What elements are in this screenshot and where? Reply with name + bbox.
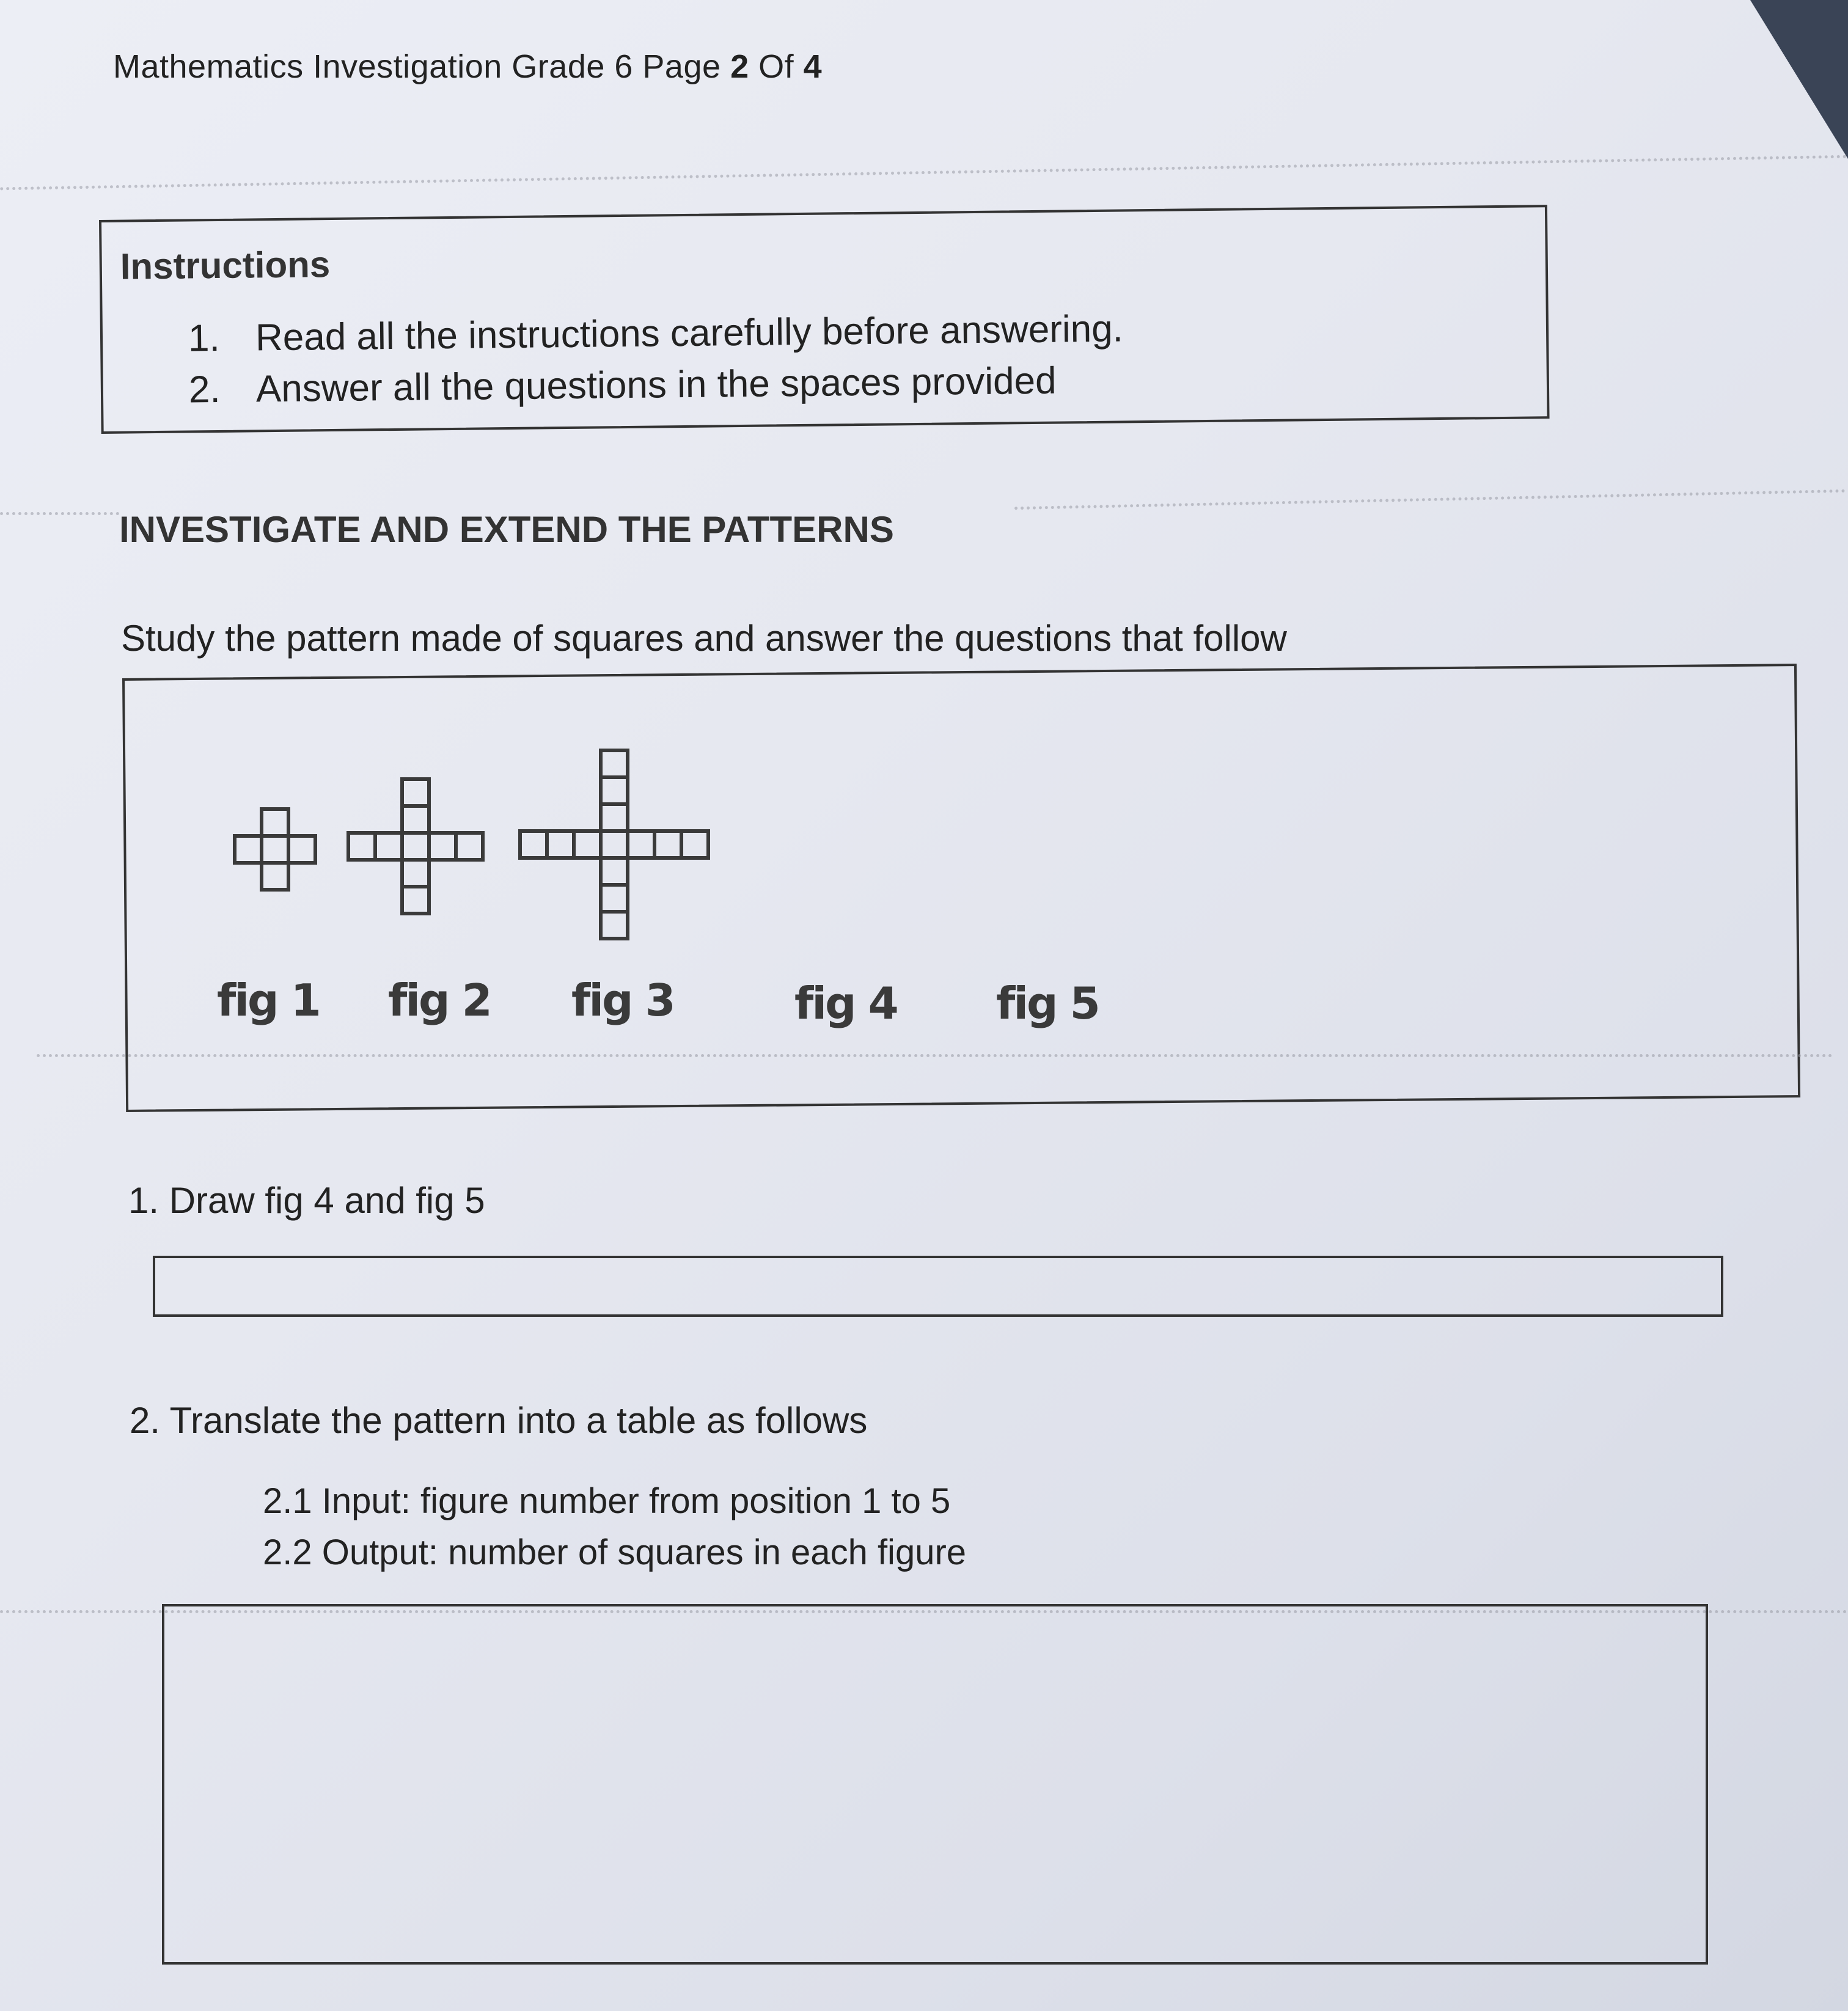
instruction-number: 1. xyxy=(188,317,221,360)
figure-crosses xyxy=(235,750,708,939)
instruction-text: Answer all the questions in the spaces provided xyxy=(255,359,1057,411)
pattern-square xyxy=(456,833,483,860)
pattern-square xyxy=(547,831,574,858)
pattern-square xyxy=(601,804,628,831)
header-title: Mathematics Investigation Grade 6 Page xyxy=(113,48,721,85)
study-prompt: Study the pattern made of squares and answer the questions that follow xyxy=(121,618,1287,659)
pattern-square xyxy=(681,831,708,858)
pattern-square xyxy=(601,885,628,912)
fig-label: fig 3 xyxy=(571,975,674,1026)
pattern-square xyxy=(402,860,429,887)
question-2: 2. Translate the pattern into a table as follows xyxy=(130,1400,868,1441)
fig-label: fig 4 xyxy=(794,978,897,1029)
pattern-square xyxy=(262,836,288,863)
pattern-square xyxy=(601,831,628,858)
pattern-square xyxy=(429,833,456,860)
pattern-square xyxy=(402,779,429,806)
fig-label: fig 2 xyxy=(388,975,491,1026)
pattern-square xyxy=(402,833,429,860)
figure-3-pattern xyxy=(520,750,708,939)
section-title: INVESTIGATE AND EXTEND THE PATTERNS xyxy=(119,509,894,550)
figure-1-pattern xyxy=(235,809,315,890)
pattern-square xyxy=(288,836,315,863)
question-2-2: 2.2 Output: number of squares in each figure xyxy=(263,1533,967,1572)
pattern-square xyxy=(601,858,628,885)
answer-box-2[interactable] xyxy=(162,1604,1708,1965)
pattern-square xyxy=(628,831,654,858)
pattern-square xyxy=(262,863,288,890)
pattern-square xyxy=(375,833,402,860)
instruction-number: 2. xyxy=(188,368,221,411)
pattern-square xyxy=(601,777,628,804)
fig-label: fig 1 xyxy=(217,975,320,1026)
figure-2-pattern xyxy=(348,779,483,914)
pattern-square xyxy=(402,806,429,833)
question-2-1: 2.1 Input: figure number from position 1 to 5 xyxy=(263,1481,951,1521)
pattern-square xyxy=(601,750,628,777)
pattern-square xyxy=(348,833,375,860)
question-2-subitems xyxy=(263,1476,966,1578)
header-of: Of xyxy=(758,48,794,85)
header-total-pages: 4 xyxy=(803,48,823,85)
pattern-square xyxy=(574,831,601,858)
pattern-square xyxy=(402,887,429,914)
fig-label: fig 5 xyxy=(996,978,1099,1029)
pattern-square xyxy=(601,912,628,939)
question-1: 1. Draw fig 4 and fig 5 xyxy=(128,1180,485,1221)
instruction-text: Read all the instructions carefully before answering. xyxy=(255,307,1124,359)
pattern-square xyxy=(262,809,288,836)
instructions-title: Instructions xyxy=(120,244,331,287)
answer-box-1[interactable] xyxy=(153,1256,1723,1317)
pattern-square xyxy=(520,831,547,858)
pattern-square xyxy=(654,831,681,858)
header-page-number: 2 xyxy=(730,48,749,85)
scan-noise-line xyxy=(37,1054,1833,1061)
pattern-square xyxy=(235,836,262,863)
